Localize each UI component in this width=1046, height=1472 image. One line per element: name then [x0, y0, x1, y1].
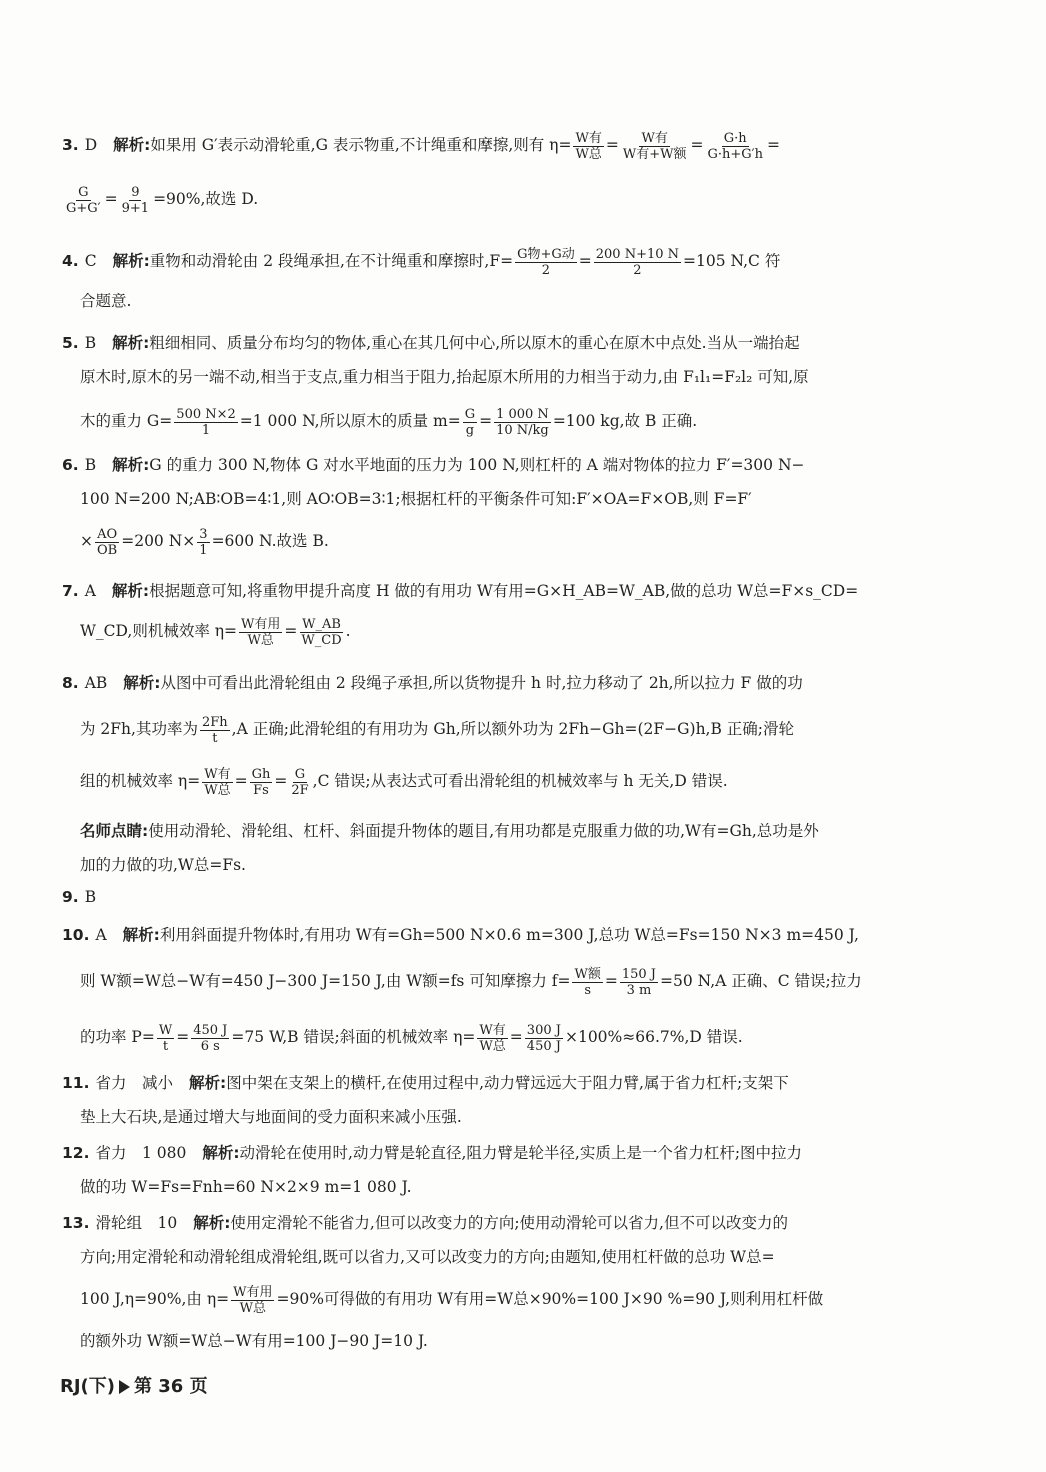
fraction: $\frac{\text{W有}}{\text{W总}}$ [204, 766, 231, 798]
answer-item-4 [62, 244, 942, 318]
fraction: $\frac{G}{G+G'}$ [66, 184, 101, 216]
answer-item-5 [62, 326, 942, 438]
fraction: $\frac{200 N+10 N}{2}$ [595, 246, 680, 278]
equals-sign: = [605, 136, 619, 154]
analysis-text: 合题意. [80, 292, 132, 310]
analysis-text: 利用斜面提升物体时,有用功 W有=Gh=500 N×0.6 m=300 J,总功 W总=Fs=150 N×3 m=450 J, [159, 926, 859, 944]
fraction: $\frac{\text{G物+G动}}{2}$ [517, 246, 575, 278]
item-number: 5. [62, 334, 79, 352]
answer-item-3 [62, 128, 942, 216]
item-number: 3. [62, 136, 79, 154]
fraction: $\frac{9}{9+1}$ [121, 184, 150, 216]
fraction: $\frac{150 J}{3 m}$ [621, 966, 657, 998]
analysis-text: 重物和动滑轮由 2 段绳承担,在不计绳重和摩擦时,F= [149, 252, 514, 270]
equals-sign: = [479, 412, 493, 430]
triangle-arrow-icon [119, 1380, 130, 1394]
analysis-text: 100 J,η=90%,由 η= [80, 1290, 230, 1308]
analysis-text: 木的重力 G= [80, 412, 173, 430]
fraction: $\frac{\text{W有}}{\text{W总}}$ [575, 130, 602, 162]
analysis-text: 垫上大石块,是通过增大与地面间的受力面积来减小压强. [80, 1108, 462, 1126]
equals-sign: = [274, 772, 288, 790]
item-answer: B [84, 456, 97, 474]
analysis-text: 则 W额=W总−W有=450 J−300 J=150 J,由 W额=fs 可知摩擦力 f= [80, 972, 571, 990]
answer-item-13 [62, 1206, 942, 1358]
analysis-text: =90%可得做的有用功 W有用=W总×90%=100 J×90 %=90 J,则利用杠杆做 [276, 1290, 824, 1308]
item-number: 6. [62, 456, 79, 474]
fraction: $\frac{2Fh}{t}$ [201, 714, 228, 746]
page-footer [60, 1372, 208, 1398]
analysis-text: . [345, 622, 351, 640]
fraction: $\frac{3}{1}$ [199, 526, 208, 558]
analysis-label: 解析: [202, 1144, 240, 1162]
item-answer: A [95, 926, 107, 944]
analysis-text: 组的机械效率 η= [80, 772, 201, 790]
fraction: $\frac{W\_AB}{W\_CD}$ [301, 616, 342, 648]
item-answer: D [84, 136, 98, 154]
analysis-text: 如果用 G′表示动滑轮重,G 表示物重,不计绳重和摩擦,则有 η= [150, 136, 572, 154]
item-answer: 省力 减小 [95, 1074, 173, 1092]
analysis-text: 根据题意可知,将重物甲提升高度 H 做的有用功 W有用=G×H_AB=W_AB,做的总功 W总=F×s_CD= [149, 582, 859, 600]
analysis-text: 100 N=200 N;AB∶OB=4∶1,则 AO∶OB=3∶1;根据杠杆的平衡条件可知:F′×OA=F×OB,则 F=F′ [80, 490, 752, 508]
analysis-text: =600 N.故选 B. [211, 532, 329, 550]
fraction: $\frac{\text{W有}}{\text{W有+W额}}$ [622, 130, 687, 162]
equals-sign: = [234, 772, 248, 790]
analysis-text: 的额外功 W额=W总−W有用=100 J−90 J=10 J. [80, 1332, 428, 1350]
analysis-text: 粗细相同、质量分布均匀的物体,重心在其几何中心,所以原木的重心在原木中点处.当从一端抬起 [149, 334, 800, 352]
analysis-label: 解析: [111, 582, 150, 600]
equals-sign: = [766, 136, 780, 154]
item-answer: C [84, 252, 97, 270]
item-number: 11. [62, 1074, 90, 1092]
equals-sign: = [284, 622, 298, 640]
answer-item-6 [62, 448, 942, 558]
answer-item-10 [62, 918, 942, 1054]
analysis-text: 方向;用定滑轮和动滑轮组成滑轮组,既可以省力,又可以改变力的方向;由题知,使用杠杆做的总功 W总= [80, 1248, 775, 1266]
analysis-label: 解析: [113, 136, 151, 154]
page-number: 第 36 页 [134, 1376, 208, 1397]
analysis-text: =1 000 N,所以原木的质量 m= [239, 412, 461, 430]
equals-sign: = [176, 1028, 190, 1046]
analysis-text: 原木时,原木的另一端不动,相当于支点,重力相当于阻力,抬起原木所用的力相当于动力,由 F₁l₁=F₂l₂ 可知,原 [80, 368, 809, 386]
analysis-text: ,A 正确;此滑轮组的有用功为 Gh,所以额外功为 2Fh−Gh=(2F−G)h,B 正确;滑轮 [231, 720, 795, 738]
answer-item-8 [62, 666, 942, 798]
answer-item-11 [62, 1066, 942, 1134]
fraction: $\frac{\text{W有用}}{\text{W总}}$ [233, 1284, 273, 1316]
analysis-text: 从图中可看出此滑轮组由 2 段绳子承担,所以货物提升 h 时,拉力移动了 2h,所以拉力 F 做的功 [160, 674, 803, 692]
equals-sign: = [690, 136, 704, 154]
analysis-text: ×100%≈66.7%,D 错误. [564, 1028, 743, 1046]
item-answer: AB [84, 674, 108, 692]
item-number: 4. [62, 252, 79, 270]
fraction: $\frac{1 000 N}{10 N/kg}$ [496, 406, 549, 438]
analysis-label: 解析: [112, 456, 150, 474]
fraction: $\frac{G\cdot h}{G\cdot h+G'h}$ [707, 130, 763, 162]
analysis-text: =90%,故选 D. [153, 190, 259, 208]
fraction: $\frac{\text{W有用}}{\text{W总}}$ [241, 616, 281, 648]
item-answer: 省力 1 080 [95, 1144, 187, 1162]
analysis-label: 解析: [123, 674, 161, 692]
item-answer: B [84, 334, 97, 352]
item-number: 13. [62, 1214, 90, 1232]
fraction: $\frac{AO}{OB}$ [97, 526, 118, 558]
fraction: $\frac{300 J}{450 J}$ [526, 1022, 561, 1054]
fraction: $\frac{500 N\times 2}{1}$ [176, 406, 236, 438]
analysis-text: 动滑轮在使用时,动力臂是轮直径,阻力臂是轮半径,实质上是一个省力杠杆;图中拉力 [239, 1144, 803, 1162]
equals-sign: = [104, 190, 118, 208]
analysis-text: 图中架在支架上的横杆,在使用过程中,动力臂远远大于阻力臂,属于省力杠杆;支架下 [226, 1074, 789, 1092]
analysis-text: =100 kg,故 B 正确. [552, 412, 698, 430]
equals-sign: = [509, 1028, 523, 1046]
tip-text: 使用动滑轮、滑轮组、杠杆、斜面提升物体的题目,有用功都是克服重力做的功,W有=Gh,总功是外 [148, 822, 819, 840]
answer-item-7 [62, 574, 942, 648]
analysis-text: 的功率 P= [80, 1028, 155, 1046]
analysis-text: =50 N,A 正确、C 错误;拉力 [660, 972, 862, 990]
fraction: $\frac{G}{g}$ [464, 406, 476, 438]
fraction: $\frac{Gh}{Fs}$ [251, 766, 271, 798]
item-number: 10. [62, 926, 90, 944]
item-number: 7. [62, 582, 79, 600]
edition-label: RJ(下) [60, 1376, 116, 1397]
equals-sign: = [604, 972, 618, 990]
item-answer: 滑轮组 10 [95, 1214, 178, 1232]
item-number: 9. [62, 888, 79, 906]
tip-text: 加的力做的功,W总=Fs. [80, 856, 246, 874]
analysis-text: × [80, 532, 93, 550]
analysis-label: 解析: [112, 334, 150, 352]
analysis-text: =105 N,C 符 [683, 252, 781, 270]
analysis-label: 解析: [188, 1074, 227, 1092]
analysis-text: 为 2Fh,其功率为 [80, 720, 198, 738]
fraction: $\frac{W}{t}$ [158, 1022, 173, 1054]
analysis-label: 解析: [193, 1214, 231, 1232]
item-number: 8. [62, 674, 79, 692]
item-number: 12. [62, 1144, 90, 1162]
answer-item-12 [62, 1136, 942, 1204]
fraction: $\frac{450 J}{6 s}$ [193, 1022, 228, 1054]
analysis-text: =75 W,B 错误;斜面的机械效率 η= [231, 1028, 476, 1046]
tip-label: 名师点睛: [80, 822, 149, 840]
fraction: $\frac{\text{W有}}{\text{W总}}$ [479, 1022, 506, 1054]
item-answer: A [84, 582, 96, 600]
analysis-text: G 的重力 300 N,物体 G 对水平地面的压力为 100 N,则杠杆的 A 端对物体的拉力 F′=300 N− [149, 456, 805, 474]
fraction: $\frac{\text{W额}}{s}$ [574, 966, 601, 998]
teacher-tip [62, 814, 942, 882]
fraction: $\frac{G}{2F}$ [291, 766, 309, 798]
analysis-text: 做的功 W=Fs=Fnh=60 N×2×9 m=1 080 J. [80, 1178, 412, 1196]
answer-item-9 [62, 880, 942, 914]
item-answer: B [84, 888, 97, 906]
analysis-text: =200 N× [121, 532, 196, 550]
analysis-label: 解析: [112, 252, 150, 270]
equals-sign: = [578, 252, 592, 270]
analysis-label: 解析: [122, 926, 160, 944]
analysis-text: W_CD,则机械效率 η= [80, 622, 238, 640]
analysis-text: ,C 错误;从表达式可看出滑轮组的机械效率与 h 无关,D 错误. [312, 772, 728, 790]
analysis-text: 使用定滑轮不能省力,但可以改变力的方向;使用动滑轮可以省力,但不可以改变力的 [230, 1214, 788, 1232]
